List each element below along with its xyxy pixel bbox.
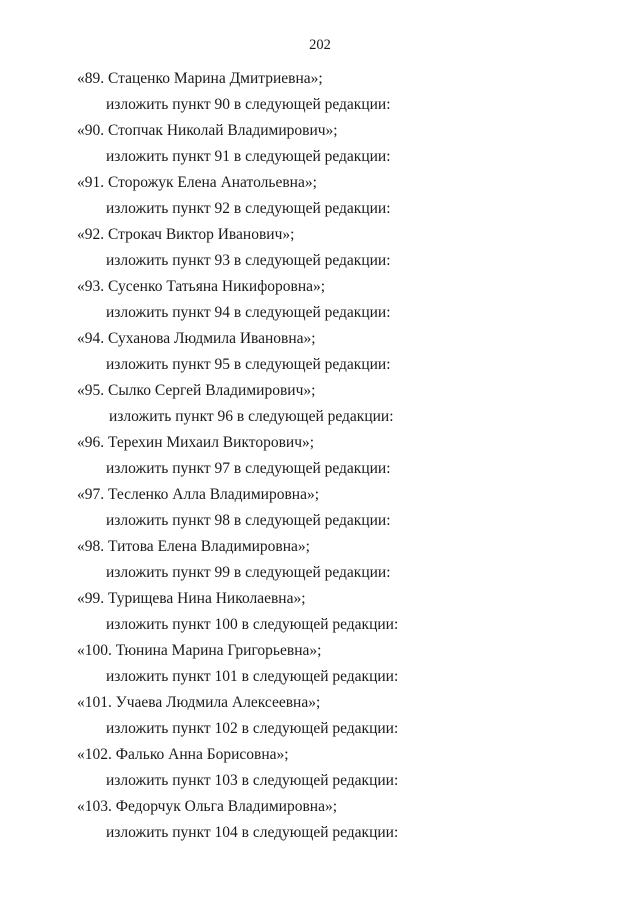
amendment-entry [0,170,640,222]
page-number: 202 [309,37,331,53]
entry-instruction-line: изложить пункт 103 в следующей редакции: [106,772,399,789]
entry-instruction-line: изложить пункт 94 в следующей редакции: [106,304,391,321]
amendment-entry [0,378,640,430]
entry-name-line: «94. Суханова Людмила Ивановна»; [77,330,316,347]
entry-name-line: «90. Стопчак Николай Владимирович»; [77,122,338,139]
entry-name-line: «95. Сылко Сергей Владимирович»; [77,382,316,399]
amendment-entry [0,222,640,274]
entry-instruction-line: изложить пункт 97 в следующей редакции: [106,460,391,477]
amendment-entry [0,326,640,378]
amendment-entry [0,430,640,482]
entry-instruction-line: изложить пункт 102 в следующей редакции: [106,720,399,737]
amendment-entry [0,482,640,534]
amendment-entry [0,66,640,118]
entry-instruction-line: изложить пункт 92 в следующей редакции: [106,200,391,217]
entry-name-line: «91. Сторожук Елена Анатольевна»; [77,174,317,191]
entry-instruction-line: изложить пункт 101 в следующей редакции: [106,668,399,685]
entry-name-line: «100. Тюнина Марина Григорьевна»; [77,642,322,659]
entry-instruction-line: изложить пункт 96 в следующей редакции: [109,408,394,425]
entry-name-line: «101. Учаева Людмила Алексеевна»; [77,694,321,711]
entry-instruction-line: изложить пункт 91 в следующей редакции: [106,148,391,165]
entry-name-line: «102. Фалько Анна Борисовна»; [77,746,289,763]
entry-instruction-line: изложить пункт 104 в следующей редакции: [106,824,399,841]
amendment-entry [0,534,640,586]
document-body [0,66,640,846]
amendment-entry [0,638,640,690]
entry-name-line: «92. Строкач Виктор Иванович»; [77,226,295,243]
entry-instruction-line: изложить пункт 98 в следующей редакции: [106,512,391,529]
entry-name-line: «89. Стаценко Марина Дмитриевна»; [77,70,323,87]
entry-instruction-line: изложить пункт 100 в следующей редакции: [106,616,399,633]
amendment-entry [0,690,640,742]
amendment-entry [0,274,640,326]
entry-instruction-line: изложить пункт 99 в следующей редакции: [106,564,391,581]
entry-name-line: «103. Федорчук Ольга Владимировна»; [77,798,338,815]
entry-name-line: «97. Тесленко Алла Владимировна»; [77,486,320,503]
amendment-entry [0,794,640,846]
amendment-entry [0,118,640,170]
amendment-entry [0,742,640,794]
entry-instruction-line: изложить пункт 95 в следующей редакции: [106,356,391,373]
entry-instruction-line: изложить пункт 93 в следующей редакции: [106,252,391,269]
entry-name-line: «98. Титова Елена Владимировна»; [77,538,310,555]
entry-name-line: «93. Сусенко Татьяна Никифоровна»; [77,278,326,295]
entry-name-line: «96. Терехин Михаил Викторович»; [77,434,315,451]
amendment-entry [0,586,640,638]
entry-name-line: «99. Турищева Нина Николаевна»; [77,590,306,607]
entry-instruction-line: изложить пункт 90 в следующей редакции: [106,96,391,113]
